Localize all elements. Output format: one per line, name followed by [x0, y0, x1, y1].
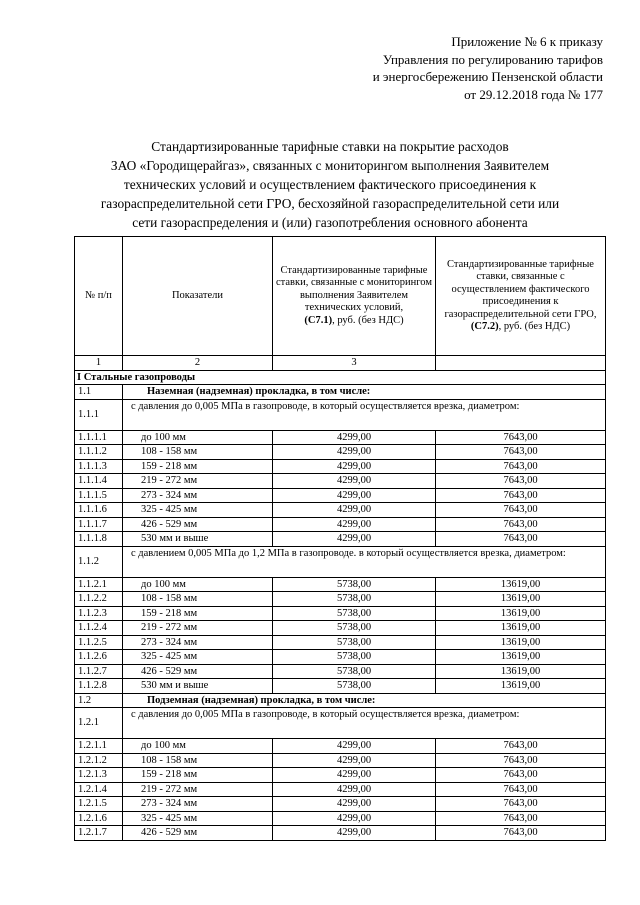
table-row	[75, 753, 606, 768]
row-num: 1.1.1.3	[75, 459, 123, 474]
group-row	[75, 546, 606, 577]
rows-1-2-1	[75, 739, 606, 841]
section-title: I Стальные газопроводы	[75, 370, 606, 385]
row-num: 1.2.1.4	[75, 782, 123, 797]
row-num: 1.2.1.2	[75, 753, 123, 768]
row-label: 108 - 158 мм	[123, 753, 273, 768]
table-row	[75, 797, 606, 812]
group-label: с давлением 0,005 МПа до 1,2 МПа в газопроводе. в который осуществляется врезка, диаметром:	[123, 546, 606, 577]
header-c72-code: (С7.2)	[470, 321, 499, 332]
header-num: № п/п	[75, 237, 123, 356]
value-c71: 5738,00	[273, 664, 436, 679]
value-c71: 4299,00	[273, 488, 436, 503]
group-label: с давления до 0,005 МПа в газопроводе, в который осуществляется врезка, диаметром:	[123, 708, 606, 739]
value-c71: 4299,00	[273, 445, 436, 460]
value-c72: 13619,00	[436, 577, 606, 592]
row-num: 1.1.2.3	[75, 606, 123, 621]
group-label: с давления до 0,005 МПа в газопроводе, в который осуществляется врезка, диаметром:	[123, 399, 606, 430]
value-c71: 4299,00	[273, 503, 436, 518]
table-row	[75, 606, 606, 621]
table-row	[75, 621, 606, 636]
row-num: 1.1.1	[75, 399, 123, 430]
row-num: 1.1.1.4	[75, 474, 123, 489]
value-c72: 7643,00	[436, 430, 606, 445]
value-c72: 7643,00	[436, 488, 606, 503]
row-num: 1.1.2.5	[75, 635, 123, 650]
header-c71-unit: , руб. (без НДС)	[332, 314, 404, 326]
value-c72: 13619,00	[436, 606, 606, 621]
row-num: 1.1.2.6	[75, 650, 123, 665]
value-c71: 4299,00	[273, 811, 436, 826]
value-c71: 5738,00	[273, 621, 436, 636]
rows-1-1-2	[75, 577, 606, 693]
table-row	[75, 517, 606, 532]
header-c72-text: Стандартизированные тарифные ставки, связанные с осуществлением фактического присоединения к газораспределительной сети ГРО,	[444, 258, 597, 320]
row-num: 1.1.2	[75, 546, 123, 577]
row-label: 219 - 272 мм	[123, 621, 273, 636]
appendix-line: Приложение № 6 к приказу	[451, 34, 603, 49]
row-num: 1.2.1.3	[75, 768, 123, 783]
table-row	[75, 459, 606, 474]
row-num: 1.1.1.8	[75, 532, 123, 547]
appendix-line: Управления по регулированию тарифов	[382, 51, 603, 67]
value-c72: 7643,00	[436, 782, 606, 797]
title-line: газораспределительной сети ГРО, бесхозяйной газораспределительной сети или	[100, 196, 560, 211]
table-header-row	[75, 237, 606, 356]
row-label: 426 - 529 мм	[123, 517, 273, 532]
subsection-row	[75, 385, 606, 400]
row-label: 219 - 272 мм	[123, 782, 273, 797]
title-line: Стандартизированные тарифные ставки на покрытие расходов	[151, 139, 509, 154]
value-c72: 13619,00	[436, 621, 606, 636]
value-c71: 4299,00	[273, 474, 436, 489]
row-num: 1.2.1.6	[75, 811, 123, 826]
appendix-line: и энергосбережению Пензенской области	[372, 69, 603, 84]
section-row	[75, 370, 606, 385]
value-c72: 7643,00	[436, 503, 606, 518]
row-num: 1.1.1.1	[75, 430, 123, 445]
value-c72: 7643,00	[436, 826, 606, 841]
row-label: 159 - 218 мм	[123, 459, 273, 474]
subsection-label: Наземная (надземная) прокладка, в том числе:	[123, 385, 606, 400]
appendix-line: от 29.12.2018 года № 177	[464, 86, 603, 102]
appendix-block	[263, 33, 603, 103]
row-label: 219 - 272 мм	[123, 474, 273, 489]
value-c72: 13619,00	[436, 635, 606, 650]
value-c71: 5738,00	[273, 577, 436, 592]
row-num: 1.2.1.5	[75, 797, 123, 812]
value-c71: 4299,00	[273, 797, 436, 812]
row-num: 1.1.1.2	[75, 445, 123, 460]
row-num: 1.2.1	[75, 708, 123, 739]
row-label: до 100 мм	[123, 577, 273, 592]
row-num: 1.1.2.8	[75, 679, 123, 694]
value-c72: 7643,00	[436, 753, 606, 768]
value-c71: 5738,00	[273, 592, 436, 607]
value-c71: 4299,00	[273, 739, 436, 754]
value-c71: 5738,00	[273, 650, 436, 665]
row-num: 1.2.1.7	[75, 826, 123, 841]
header-c71	[273, 237, 436, 356]
value-c72: 7643,00	[436, 474, 606, 489]
column-number-row	[75, 356, 606, 371]
value-c71: 4299,00	[273, 753, 436, 768]
table-row	[75, 826, 606, 841]
value-c71: 4299,00	[273, 826, 436, 841]
tariff-table	[74, 236, 606, 841]
row-label: 273 - 324 мм	[123, 635, 273, 650]
header-c72	[436, 237, 606, 356]
table-row	[75, 577, 606, 592]
value-c71: 4299,00	[273, 459, 436, 474]
rows-1-1-1	[75, 430, 606, 546]
row-label: 108 - 158 мм	[123, 592, 273, 607]
row-label: 325 - 425 мм	[123, 650, 273, 665]
row-label: 426 - 529 мм	[123, 826, 273, 841]
value-c72: 13619,00	[436, 650, 606, 665]
value-c72: 13619,00	[436, 664, 606, 679]
value-c72: 7643,00	[436, 532, 606, 547]
row-num: 1.1.2.1	[75, 577, 123, 592]
header-c71-text: Стандартизированные тарифные ставки, связанные с мониторингом выполнения Заявителем технических условий,	[275, 264, 432, 314]
value-c71: 4299,00	[273, 430, 436, 445]
table-row	[75, 650, 606, 665]
value-c71: 4299,00	[273, 517, 436, 532]
row-num: 1.1.1.6	[75, 503, 123, 518]
document-title	[60, 137, 600, 232]
table-row	[75, 592, 606, 607]
row-label: 530 мм и выше	[123, 679, 273, 694]
value-c71: 5738,00	[273, 606, 436, 621]
value-c71: 4299,00	[273, 532, 436, 547]
header-indicator: Показатели	[123, 237, 273, 356]
subsection-label: Подземная (надземная) прокладка, в том числе:	[123, 693, 606, 708]
row-num: 1.1.2.2	[75, 592, 123, 607]
row-label: 325 - 425 мм	[123, 811, 273, 826]
value-c72: 7643,00	[436, 811, 606, 826]
table-row	[75, 679, 606, 694]
col-number: 1	[75, 356, 123, 371]
table-row	[75, 768, 606, 783]
row-num: 1.2	[75, 693, 123, 708]
title-line: технических условий и осуществлением фактического присоединения к	[123, 177, 537, 192]
row-label: до 100 мм	[123, 430, 273, 445]
row-num: 1.1.2.7	[75, 664, 123, 679]
subsection-row	[75, 693, 606, 708]
row-num: 1.1.2.4	[75, 621, 123, 636]
row-label: 530 мм и выше	[123, 532, 273, 547]
table-row	[75, 430, 606, 445]
row-label: 159 - 218 мм	[123, 768, 273, 783]
col-number: 3	[273, 356, 436, 371]
table-row	[75, 811, 606, 826]
value-c71: 4299,00	[273, 768, 436, 783]
table-row	[75, 635, 606, 650]
row-label: 108 - 158 мм	[123, 445, 273, 460]
table-row	[75, 488, 606, 503]
col-number	[436, 356, 606, 371]
value-c71: 5738,00	[273, 635, 436, 650]
table-row	[75, 782, 606, 797]
title-line: ЗАО «Городищерайгаз», связанных с мониторингом выполнения Заявителем	[110, 158, 550, 173]
row-num: 1.1.1.7	[75, 517, 123, 532]
table-row	[75, 532, 606, 547]
table-row	[75, 474, 606, 489]
table-row	[75, 445, 606, 460]
row-label: 273 - 324 мм	[123, 797, 273, 812]
group-row	[75, 399, 606, 430]
value-c72: 7643,00	[436, 517, 606, 532]
col-number: 2	[123, 356, 273, 371]
table-row	[75, 503, 606, 518]
value-c72: 13619,00	[436, 679, 606, 694]
title-line: сети газораспределения и (или) газопотребления основного абонента	[132, 215, 528, 230]
table-row	[75, 739, 606, 754]
table-row	[75, 664, 606, 679]
row-label: 426 - 529 мм	[123, 664, 273, 679]
value-c72: 7643,00	[436, 768, 606, 783]
row-num: 1.1	[75, 385, 123, 400]
value-c71: 5738,00	[273, 679, 436, 694]
row-label: 273 - 324 мм	[123, 488, 273, 503]
header-c71-code: (С7.1)	[304, 314, 333, 326]
value-c71: 4299,00	[273, 782, 436, 797]
value-c72: 7643,00	[436, 445, 606, 460]
row-label: до 100 мм	[123, 739, 273, 754]
value-c72: 7643,00	[436, 739, 606, 754]
group-row	[75, 708, 606, 739]
value-c72: 7643,00	[436, 459, 606, 474]
value-c72: 13619,00	[436, 592, 606, 607]
value-c72: 7643,00	[436, 797, 606, 812]
row-num: 1.1.1.5	[75, 488, 123, 503]
row-label: 159 - 218 мм	[123, 606, 273, 621]
row-label: 325 - 425 мм	[123, 503, 273, 518]
row-num: 1.2.1.1	[75, 739, 123, 754]
header-c72-unit: , руб. (без НДС)	[498, 321, 571, 332]
